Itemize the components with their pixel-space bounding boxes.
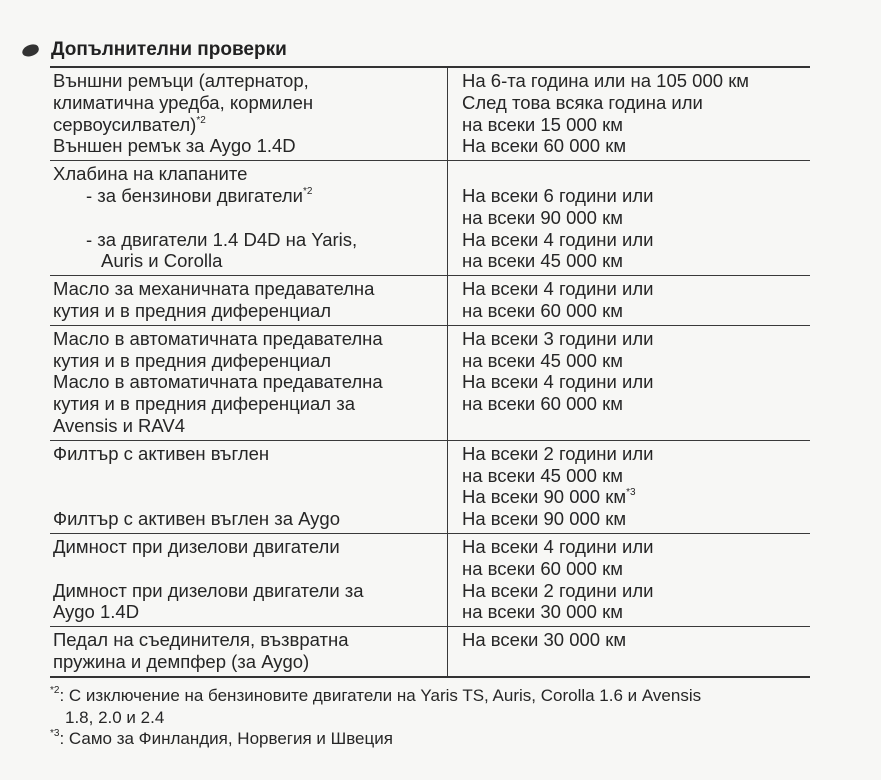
- footnote-marker: *2: [196, 114, 206, 126]
- cell-text: - за двигатели 1.4 D4D на Yaris,: [86, 228, 358, 250]
- cell-text: кутия и в предния диференциал за: [53, 393, 356, 415]
- cell-text: на всеки 45 000 км: [462, 250, 623, 272]
- footnote-line: $^{*3}$: Само за Финландия, Норвегия и Швеция: [50, 728, 393, 748]
- footnote-text: Само за Финландия, Норвегия и Швеция: [68, 729, 393, 748]
- cell-line: [53, 371, 447, 393]
- footnote-marker: *3: [626, 487, 636, 499]
- cell-line: [462, 651, 810, 673]
- cell-text: кутия и в предния диференциал: [53, 299, 332, 321]
- cell-text: сервоусилвател): [53, 113, 197, 135]
- cell-text: Димност при дизелови двигатели за: [53, 579, 364, 601]
- cell-line: [462, 92, 810, 114]
- cell-line: [462, 350, 810, 372]
- footnote-line: [50, 707, 701, 729]
- cell-line: [53, 415, 447, 437]
- cell-line: [462, 536, 810, 558]
- cell-text: На всеки 3 години или: [462, 327, 654, 349]
- footnote-line: $^{*2}$: С изключение на бензиновите двигатели на Yaris TS, Auris, Corolla 1.6 и Avensis: [50, 685, 702, 705]
- table-row: [50, 533, 810, 626]
- section-heading: [22, 38, 287, 62]
- cell-line: [53, 163, 447, 185]
- footnotes: [50, 685, 701, 750]
- cell-line: [53, 443, 447, 465]
- cell-text: на всеки 30 000 км: [462, 601, 623, 623]
- cell-line: [53, 114, 447, 136]
- interval-cell: [448, 441, 810, 533]
- table-row: [50, 440, 810, 533]
- cell-text: Масло в автоматичната предавателна: [53, 371, 383, 393]
- cell-text: На всеки 90 000 км: [462, 486, 627, 508]
- interval-cell: [448, 68, 810, 160]
- cell-line: [462, 601, 810, 623]
- cell-line: [53, 558, 447, 580]
- cell-line: [462, 465, 810, 487]
- cell-text: на всеки 60 000 км: [462, 299, 623, 321]
- cell-line: [53, 580, 447, 602]
- cell-line: [462, 393, 810, 415]
- cell-text: Димност при дизелови двигатели: [53, 535, 340, 557]
- cell-line: [462, 278, 810, 300]
- cell-text: На всеки 4 години или: [462, 535, 654, 557]
- cell-text: На всеки 6 години или: [462, 184, 654, 206]
- cell-text: Aygo 1.4D: [53, 601, 140, 623]
- cell-text: Филтър с активен въглен: [53, 442, 270, 464]
- cell-line: [462, 580, 810, 602]
- cell-line: [462, 300, 810, 322]
- cell-line: [462, 508, 810, 530]
- item-cell: [50, 68, 448, 160]
- cell-line: [462, 70, 810, 92]
- cell-text: Външни ремъци (алтернатор,: [53, 70, 309, 91]
- table-row: [50, 325, 810, 440]
- cell-line: [53, 629, 447, 651]
- cell-line: [462, 207, 810, 229]
- cell-text: на всеки 60 000 км: [462, 557, 623, 579]
- cell-line: [53, 185, 447, 207]
- item-cell: [50, 534, 448, 626]
- cell-line: [462, 486, 810, 508]
- cell-line: [53, 70, 447, 92]
- cell-line: [53, 350, 447, 372]
- cell-text: Външен ремък за Aygo 1.4D: [53, 135, 296, 157]
- footnote-marker: *2: [302, 185, 313, 197]
- cell-line: [53, 92, 447, 114]
- cell-text: На всеки 4 години или: [462, 228, 654, 250]
- footnote-text: 1.8, 2.0 и 2.4: [65, 707, 165, 727]
- item-cell: [50, 276, 448, 325]
- cell-text: На всеки 4 години или: [462, 371, 654, 393]
- table-row: [50, 626, 810, 676]
- cell-text: Auris и Corolla: [101, 250, 223, 272]
- cell-text: на всеки 45 000 км: [462, 464, 623, 486]
- cell-text: климатична уредба, кормилен: [53, 91, 314, 113]
- cell-line: [462, 558, 810, 580]
- cell-text: На всеки 2 години или: [462, 579, 654, 601]
- interval-cell: [448, 534, 810, 626]
- cell-text: Филтър с активен въглен за Aygo: [53, 508, 341, 530]
- maintenance-table: [50, 66, 810, 678]
- cell-text: Масло в автоматичната предавателна: [53, 327, 383, 349]
- cell-line: [53, 278, 447, 300]
- table-row: [50, 68, 810, 160]
- interval-cell: [448, 326, 810, 440]
- cell-line: [462, 229, 810, 251]
- cell-line: [53, 250, 447, 272]
- cell-line: [53, 486, 447, 508]
- item-cell: [50, 326, 448, 440]
- cell-line: [53, 393, 447, 415]
- bullet-icon: [21, 42, 41, 58]
- cell-text: на всеки 90 000 км: [462, 206, 623, 228]
- cell-text: На всеки 90 000 км: [462, 508, 627, 530]
- cell-text: След това всяка година или: [462, 91, 703, 113]
- cell-line: [53, 300, 447, 322]
- cell-line: [462, 163, 810, 185]
- item-cell: [50, 627, 448, 676]
- cell-line: [462, 185, 810, 207]
- table-row: [50, 160, 810, 275]
- interval-cell: [448, 276, 810, 325]
- interval-cell: [448, 161, 810, 275]
- cell-text: На всеки 60 000 км: [462, 135, 627, 157]
- footnote-marker: *3: [50, 728, 60, 739]
- cell-line: [462, 135, 810, 157]
- cell-line: [53, 229, 447, 251]
- cell-text: Хлабина на клапаните: [53, 163, 248, 185]
- footnote-marker: *2: [50, 685, 60, 696]
- footnote: [50, 685, 701, 728]
- cell-line: [462, 328, 810, 350]
- cell-line: [53, 508, 447, 530]
- cell-line: [462, 443, 810, 465]
- cell-line: [53, 135, 447, 157]
- cell-text: На всеки 30 000 км: [462, 629, 627, 651]
- footnote: [50, 728, 701, 750]
- cell-line: [53, 465, 447, 487]
- footnote-text: С изключение на бензиновите двигатели на Yaris TS, Auris, Corolla 1.6 и Avensis: [68, 686, 702, 705]
- cell-text: кутия и в предния диференциал: [53, 349, 332, 371]
- cell-line: [462, 114, 810, 136]
- cell-text: на всеки 45 000 км: [462, 349, 623, 371]
- cell-text: На всеки 2 години или: [462, 442, 654, 464]
- cell-text: - за бензинови двигатели: [86, 184, 303, 206]
- cell-text: на всеки 60 000 км: [462, 393, 623, 415]
- item-cell: [50, 161, 448, 275]
- cell-text: Педал на съединителя, възвратна: [53, 629, 349, 651]
- cell-line: [53, 601, 447, 623]
- table-row: [50, 275, 810, 325]
- item-cell: [50, 441, 448, 533]
- cell-text: пружина и демпфер (за Aygo): [53, 650, 310, 672]
- cell-text: Масло за механичната предавателна: [53, 278, 375, 300]
- cell-line: [53, 536, 447, 558]
- cell-line: [462, 371, 810, 393]
- cell-text: На 6-та година или на 105 000 км: [462, 70, 750, 91]
- cell-line: [462, 250, 810, 272]
- cell-line: [53, 651, 447, 673]
- cell-text: На всеки 4 години или: [462, 278, 654, 300]
- cell-line: [53, 207, 447, 229]
- interval-cell: [448, 627, 810, 676]
- cell-text: на всеки 15 000 км: [462, 113, 623, 135]
- cell-line: [462, 415, 810, 437]
- cell-line: [462, 629, 810, 651]
- cell-text: Avensis и RAV4: [53, 414, 186, 436]
- section-title: Допълнителни проверки: [51, 39, 287, 60]
- cell-line: [53, 328, 447, 350]
